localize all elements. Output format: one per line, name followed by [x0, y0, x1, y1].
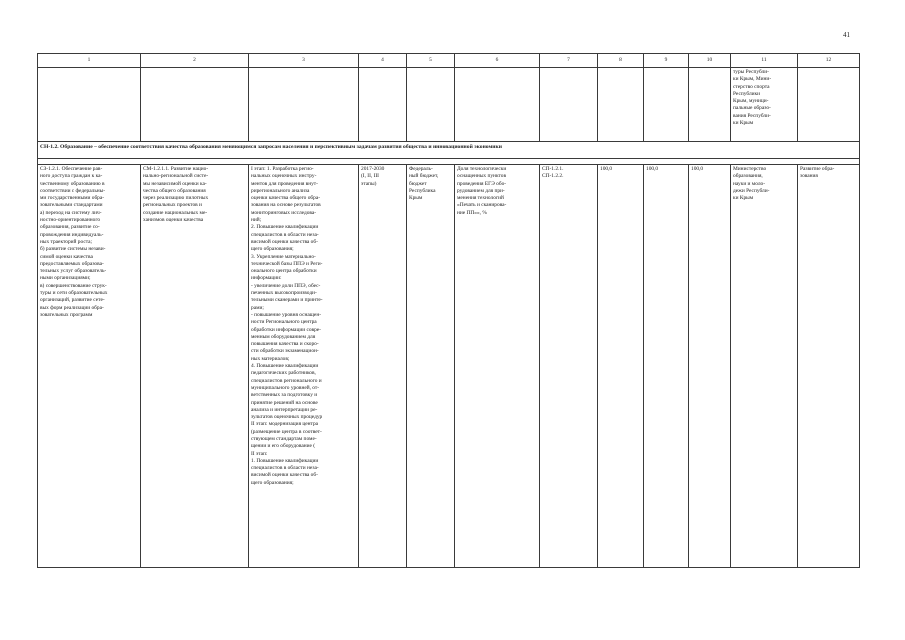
col-number-10: 10	[689, 54, 731, 68]
col-number-2: 2	[141, 54, 249, 68]
cont-cell-2	[141, 68, 249, 142]
strategy-table	[37, 53, 860, 568]
col-number-1: 1	[38, 54, 141, 68]
col-number-12: 12	[798, 54, 860, 68]
responsible-cell: Министерство образования, науки и моло- дежи Республи- ки Крым	[731, 165, 798, 568]
col-number-8: 8	[598, 54, 644, 68]
col-number-4: 4	[359, 54, 407, 68]
col-number-5: 5	[407, 54, 455, 68]
page-number: 41	[843, 31, 850, 39]
cont-cell-3	[249, 68, 359, 142]
stages-cell: I этап: 1. Разработка регио- нальных оценочных инстру- ментов для проведения внут- рирегионального анализа оценки качества общего обра- зования на основе результатов мониторинговых исследова- ний; 2. Повышение квалификации специалистов в области неза- висимой оценки качества об- щего образования; 3. Укрепление материально- технической базы ППЭ и Реги- онального центра обработки информации: - увеличение доли ППЭ, обес- печенных высокопроизводи- тельными сканерами и принте- рами; - повышение уровня оснащен- ности Регионального центра обработки информации совре- менным оборудованием для повышения качества и скоро- сти обработки экзаменацион- ных материалов; 4. Повышение квалификации педагогических работников, специалистов регионального и муниципального уровней, от- ветственных за подготовку и принятие решений на основе анализа и интерпретации ре- зультатов оценочных процедур II этап: модернизация центра (размещение центра в соответ- ствующем стандартам поме- щении и его оборудование ( II этап: 1. Повышение квалификации специалистов в области неза- висимой оценки качества об- щего образования;	[249, 165, 359, 568]
funding-cell: Федераль- ный бюджет, бюджет Республика Крым	[407, 165, 455, 568]
codes-cell: СП-1.2.1. СП-1.2.2.	[540, 165, 598, 568]
col-number-6: 6	[455, 54, 540, 68]
cont-cell-5	[407, 68, 455, 142]
cont-responsible-cell: туры Республи- ки Крым, Мини- стерство спорта Республики Крым, муници- пальные образо- вания Республи- ки Крым	[731, 68, 798, 142]
section-row	[38, 142, 860, 159]
cont-cell-1	[38, 68, 141, 142]
col-number-3: 3	[249, 54, 359, 68]
cont-cell-7	[540, 68, 598, 142]
cont-cell-6	[455, 68, 540, 142]
goal-cell: СЗ-1.2.1. Обеспечение рав- ного доступа граждан к ка- чественному образованию в соответствии с федеральны- ми государственными обра- зовательными стандартами а) переход на систему лич- ностно-ориентированного образования, развитие со- провождения индивидуаль- ных траекторий роста; б) развитие системы незави- симой оценки качества предоставляемых образова- тельных услуг образователь- ными организациями; в) совершенствование струк- туры и сети образовательных организаций, развитие сете- вых форм реализации обра- зовательных программ	[38, 165, 141, 568]
direction-cell: Развитие обра- зования	[798, 165, 860, 568]
cont-cell-12	[798, 68, 860, 142]
measure-cell: СМ-1.2.1.1. Развитие нацио- нально-региональной систе- мы независимой оценки ка- чества общего образования через реализацию пилотных региональных проектов и создание национальных ме- ханизмов оценки качества	[141, 165, 249, 568]
indicator-cell: Доля технологически оснащенных пунктов проведения ЕГЭ обо- рудованием для при- менения технологий «Печать и сканирова- ние ПП»», %	[455, 165, 540, 568]
value-cell-1: 100,0	[598, 165, 644, 568]
cont-cell-10	[689, 68, 731, 142]
column-numbers-row	[38, 54, 860, 68]
value-cell-2: 100,0	[644, 165, 689, 568]
col-number-9: 9	[644, 54, 689, 68]
col-number-7: 7	[540, 54, 598, 68]
cont-cell-9	[644, 68, 689, 142]
cont-cell-4	[359, 68, 407, 142]
section-title: СН-1.2. Образование – обеспечение соответствия качества образования меняющимся запросам населения и перспективным задачам развития общества и инновационной экономики	[38, 142, 860, 159]
period-cell: 2017-2030 (I, II, III этапы)	[359, 165, 407, 568]
col-number-11: 11	[731, 54, 798, 68]
continuation-row	[38, 68, 860, 142]
value-cell-3: 100,0	[689, 165, 731, 568]
table-row	[38, 165, 860, 568]
cont-cell-8	[598, 68, 644, 142]
